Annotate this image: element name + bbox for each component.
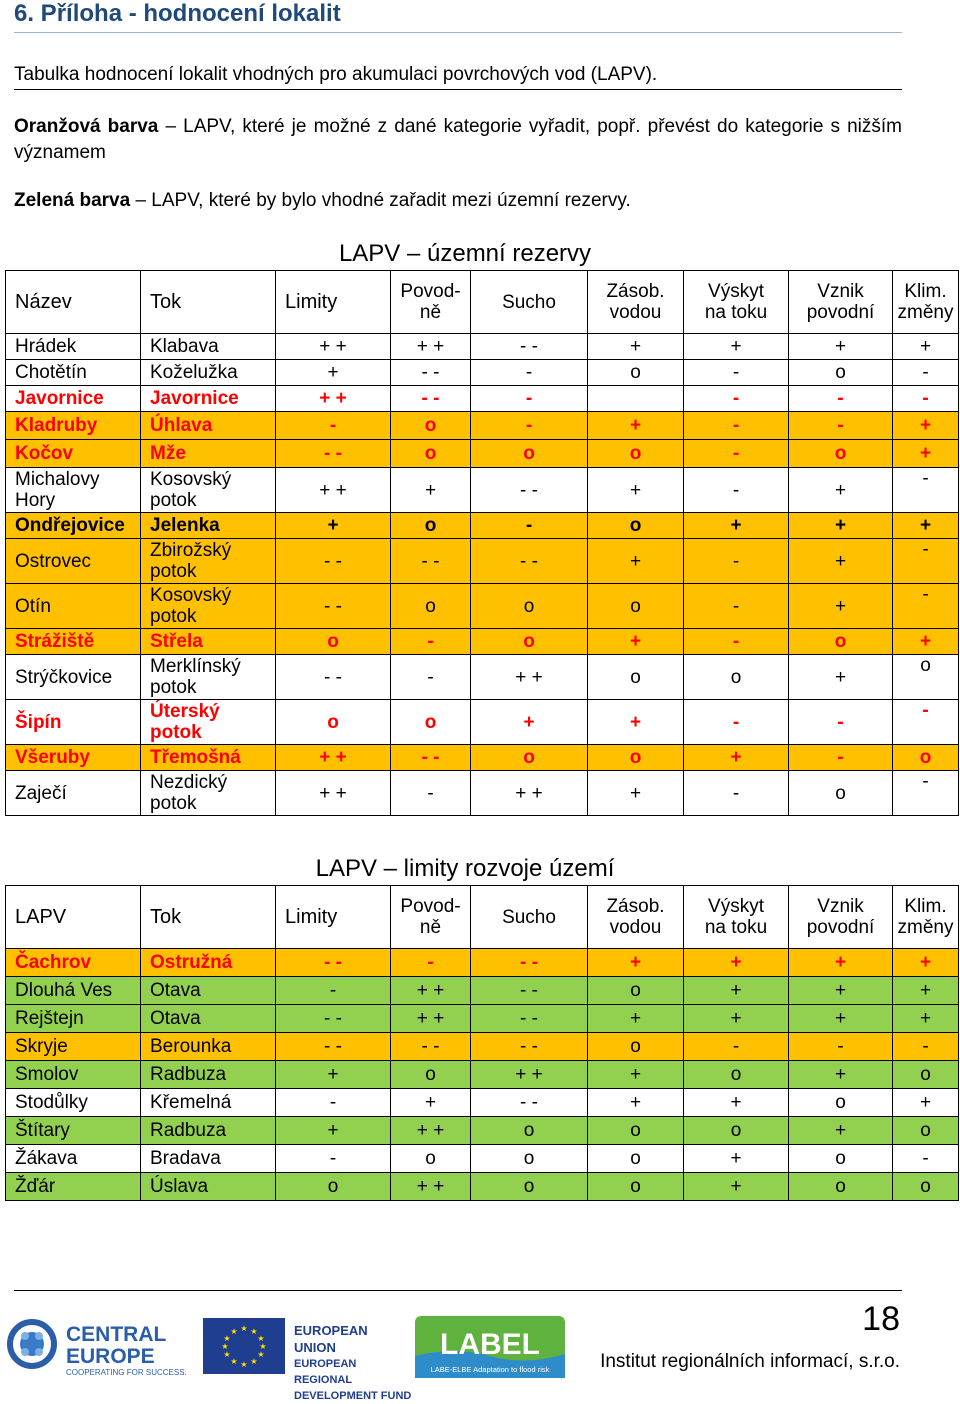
legend-orange-text: – LAPV, které je možné z dané kategorie vyřadit, popř. převést do kategorie s nižším významem bbox=[14, 116, 902, 163]
svg-text:★: ★ bbox=[250, 1357, 258, 1366]
table-row-zakava bbox=[6, 1145, 959, 1173]
table-row-kladruby bbox=[6, 412, 959, 440]
cell-povodne: o bbox=[391, 412, 471, 440]
cell-zasob-vodou: + bbox=[588, 334, 684, 360]
cell-name: Smolov bbox=[6, 1061, 141, 1089]
table-row-stryckovice bbox=[6, 655, 959, 700]
cell-vznik-povodni: + bbox=[789, 655, 893, 700]
cell-zasob-vodou: + bbox=[588, 700, 684, 745]
cell-sucho: - bbox=[471, 386, 588, 412]
cell-vznik-povodni: - bbox=[789, 386, 893, 412]
legend-orange-label: Oranžová barva bbox=[14, 116, 159, 137]
cell-povodne: + + bbox=[391, 334, 471, 360]
cell-limity: - - bbox=[276, 1033, 391, 1061]
svg-text:★: ★ bbox=[240, 1324, 248, 1333]
cell-povodne: - - bbox=[391, 745, 471, 771]
cell-zasob-vodou bbox=[588, 386, 684, 412]
cell-vznik-povodni: + bbox=[789, 949, 893, 977]
label-logo-icon bbox=[415, 1316, 565, 1378]
table-row-zdar bbox=[6, 1173, 959, 1201]
cell-limity: + + bbox=[276, 386, 391, 412]
cell-vznik-povodni: - bbox=[789, 700, 893, 745]
cell-vznik-povodni: + bbox=[789, 977, 893, 1005]
cell-limity: + + bbox=[276, 334, 391, 360]
cell-sucho: o bbox=[471, 1173, 588, 1201]
cell-klim-zmeny: + bbox=[893, 334, 959, 360]
cell-klim-zmeny: - bbox=[893, 539, 959, 584]
cell-zasob-vodou: o bbox=[588, 584, 684, 629]
cell-limity: - bbox=[276, 1089, 391, 1117]
cell-name: Čachrov bbox=[6, 949, 141, 977]
cell-povodne: + + bbox=[391, 977, 471, 1005]
cell-vznik-povodni: + bbox=[789, 513, 893, 539]
cell-zasob-vodou: o bbox=[588, 745, 684, 771]
cell-tok: Berounka bbox=[141, 1033, 276, 1061]
cell-vznik-povodni: o bbox=[789, 360, 893, 386]
cell-vyskyt-na-toku: - bbox=[684, 386, 789, 412]
cell-povodne: - - bbox=[391, 1033, 471, 1061]
cell-zasob-vodou: o bbox=[588, 1173, 684, 1201]
cell-klim-zmeny: o bbox=[893, 1061, 959, 1089]
header-vznik-povodni: Vznik povodní bbox=[789, 271, 893, 334]
eu-text-line3: DEVELOPMENT FUND bbox=[294, 1390, 412, 1402]
legend-green-text: – LAPV, které by bylo vhodné zařadit mezi územní rezervy. bbox=[130, 190, 631, 211]
cell-vyskyt-na-toku: - bbox=[684, 539, 789, 584]
table-row-sipin bbox=[6, 700, 959, 745]
cell-klim-zmeny: + bbox=[893, 977, 959, 1005]
eu-flag-logo bbox=[203, 1318, 285, 1374]
cell-limity: + + bbox=[276, 468, 391, 513]
table-row-chotetin bbox=[6, 360, 959, 386]
cell-sucho: o bbox=[471, 745, 588, 771]
cell-povodne: + bbox=[391, 468, 471, 513]
cell-klim-zmeny: - bbox=[893, 1033, 959, 1061]
cell-sucho: - - bbox=[471, 1033, 588, 1061]
cell-limity: - bbox=[276, 977, 391, 1005]
cell-klim-zmeny: - bbox=[893, 1145, 959, 1173]
header-limity: Limity bbox=[276, 886, 391, 949]
cell-vyskyt-na-toku: + bbox=[684, 1145, 789, 1173]
cell-sucho: o bbox=[471, 584, 588, 629]
cell-povodne: o bbox=[391, 700, 471, 745]
cell-klim-zmeny: - bbox=[893, 386, 959, 412]
cell-limity: - - bbox=[276, 949, 391, 977]
cell-sucho: o bbox=[471, 629, 588, 655]
cell-name: Šipín bbox=[6, 700, 141, 745]
header-klim-zmeny: Klim. změny bbox=[893, 886, 959, 949]
table-row-ostrovec bbox=[6, 539, 959, 584]
header-vyskyt-na-toku: Výskyt na toku bbox=[684, 886, 789, 949]
cell-name: Kladruby bbox=[6, 412, 141, 440]
cell-name: Skryje bbox=[6, 1033, 141, 1061]
cell-limity: + bbox=[276, 1061, 391, 1089]
cell-sucho: + bbox=[471, 700, 588, 745]
cell-vznik-povodni: + bbox=[789, 1005, 893, 1033]
header-vyskyt-na-toku: Výskyt na toku bbox=[684, 271, 789, 334]
logo-cooperating-text: COOPERATING FOR SUCCESS. bbox=[66, 1368, 187, 1377]
cell-vznik-povodni: + bbox=[789, 539, 893, 584]
cell-klim-zmeny: + bbox=[893, 629, 959, 655]
cell-zasob-vodou: + bbox=[588, 1061, 684, 1089]
cell-limity: + bbox=[276, 360, 391, 386]
cell-povodne: - - bbox=[391, 386, 471, 412]
svg-text:★: ★ bbox=[257, 1350, 265, 1359]
table-uzemni-rezervy bbox=[5, 270, 959, 816]
svg-text:★: ★ bbox=[221, 1342, 229, 1351]
cell-sucho: + + bbox=[471, 771, 588, 816]
cell-tok: Radbuza bbox=[141, 1117, 276, 1145]
cell-tok: Křemelná bbox=[141, 1089, 276, 1117]
cell-vyskyt-na-toku: + bbox=[684, 334, 789, 360]
cell-limity: + bbox=[276, 1117, 391, 1145]
cell-klim-zmeny: - bbox=[893, 468, 959, 513]
cell-sucho: - bbox=[471, 412, 588, 440]
intro-divider bbox=[14, 89, 902, 90]
cell-vznik-povodni: + bbox=[789, 468, 893, 513]
cell-klim-zmeny: - bbox=[893, 360, 959, 386]
cell-name: Všeruby bbox=[6, 745, 141, 771]
cell-tok: Merklínský potok bbox=[141, 655, 276, 700]
cell-klim-zmeny: + bbox=[893, 949, 959, 977]
cell-klim-zmeny: - bbox=[893, 771, 959, 816]
eu-text-line1: EUROPEAN UNION bbox=[294, 1323, 368, 1355]
cell-limity: - - bbox=[276, 1005, 391, 1033]
cell-name: Strážiště bbox=[6, 629, 141, 655]
cell-klim-zmeny: + bbox=[893, 1005, 959, 1033]
cell-povodne: - - bbox=[391, 539, 471, 584]
table-row-hradek bbox=[6, 334, 959, 360]
cell-vyskyt-na-toku: - bbox=[684, 771, 789, 816]
cell-vznik-povodni: - bbox=[789, 745, 893, 771]
cell-vyskyt-na-toku: + bbox=[684, 513, 789, 539]
cell-limity: + + bbox=[276, 745, 391, 771]
cell-name: Javornice bbox=[6, 386, 141, 412]
cell-vyskyt-na-toku: o bbox=[684, 1061, 789, 1089]
cell-vyskyt-na-toku: + bbox=[684, 1173, 789, 1201]
page-heading: 6. Příloha - hodnocení lokalit bbox=[14, 0, 341, 27]
header-sucho: Sucho bbox=[471, 886, 588, 949]
cell-name: Strýčkovice bbox=[6, 655, 141, 700]
cell-vznik-povodni: + bbox=[789, 584, 893, 629]
cell-sucho: - - bbox=[471, 468, 588, 513]
cell-zasob-vodou: o bbox=[588, 1033, 684, 1061]
svg-text:★: ★ bbox=[223, 1334, 231, 1343]
cell-name: Otín bbox=[6, 584, 141, 629]
central-europe-logo bbox=[4, 1316, 190, 1378]
cell-klim-zmeny: + bbox=[893, 513, 959, 539]
svg-text:★: ★ bbox=[230, 1357, 238, 1366]
cell-tok: Koželužka bbox=[141, 360, 276, 386]
cell-name: Kočov bbox=[6, 440, 141, 468]
cell-tok: Úhlava bbox=[141, 412, 276, 440]
cell-sucho: + + bbox=[471, 1061, 588, 1089]
table-row-straziste bbox=[6, 629, 959, 655]
cell-name: Chotětín bbox=[6, 360, 141, 386]
header-limity: Limity bbox=[276, 271, 391, 334]
cell-tok: Otava bbox=[141, 1005, 276, 1033]
header-vznik-povodni: Vznik povodní bbox=[789, 886, 893, 949]
eu-text-line2: EUROPEAN REGIONAL bbox=[294, 1358, 357, 1386]
cell-tok: Javornice bbox=[141, 386, 276, 412]
intro-text: Tabulka hodnocení lokalit vhodných pro akumulaci povrchových vod (LAPV). bbox=[14, 64, 658, 85]
cell-klim-zmeny: - bbox=[893, 700, 959, 745]
cell-vyskyt-na-toku: - bbox=[684, 700, 789, 745]
cell-klim-zmeny: o bbox=[893, 1117, 959, 1145]
cell-zasob-vodou: o bbox=[588, 360, 684, 386]
logo-label-subtext: LABE-ELBE Adaptation to flood risk bbox=[430, 1365, 550, 1374]
cell-name: Zaječí bbox=[6, 771, 141, 816]
cell-klim-zmeny: + bbox=[893, 412, 959, 440]
cell-zasob-vodou: o bbox=[588, 513, 684, 539]
cell-tok: Úterský potok bbox=[141, 700, 276, 745]
eu-flag-icon bbox=[203, 1318, 285, 1374]
cell-limity: o bbox=[276, 629, 391, 655]
cell-klim-zmeny: - bbox=[893, 584, 959, 629]
cell-povodne: o bbox=[391, 513, 471, 539]
cell-klim-zmeny: + bbox=[893, 1089, 959, 1117]
cell-tok: Klabava bbox=[141, 334, 276, 360]
erdf-text-logo bbox=[294, 1322, 412, 1402]
cell-zasob-vodou: + bbox=[588, 412, 684, 440]
heading-divider bbox=[14, 32, 902, 33]
logo-central-text: CENTRAL bbox=[66, 1323, 167, 1346]
cell-sucho: o bbox=[471, 1145, 588, 1173]
cell-zasob-vodou: + bbox=[588, 1005, 684, 1033]
table-limity-rozvoje bbox=[5, 885, 959, 1201]
cell-tok: Třemošná bbox=[141, 745, 276, 771]
cell-zasob-vodou: + bbox=[588, 771, 684, 816]
table-row-rejstejn bbox=[6, 1005, 959, 1033]
cell-povodne: - bbox=[391, 771, 471, 816]
cell-vyskyt-na-toku: + bbox=[684, 745, 789, 771]
cell-klim-zmeny: o bbox=[893, 655, 959, 700]
cell-povodne: o bbox=[391, 1061, 471, 1089]
cell-limity: + bbox=[276, 513, 391, 539]
table-row-dlouha-ves bbox=[6, 977, 959, 1005]
cell-vznik-povodni: + bbox=[789, 334, 893, 360]
svg-text:★: ★ bbox=[223, 1350, 231, 1359]
cell-zasob-vodou: + bbox=[588, 539, 684, 584]
cell-limity: o bbox=[276, 1173, 391, 1201]
cell-zasob-vodou: + bbox=[588, 1089, 684, 1117]
table1-title: LAPV – územní rezervy bbox=[338, 240, 592, 267]
header-povodne: Povod- ně bbox=[391, 886, 471, 949]
cell-povodne: - bbox=[391, 949, 471, 977]
cell-name: Stodůlky bbox=[6, 1089, 141, 1117]
svg-text:★: ★ bbox=[259, 1342, 267, 1351]
cell-name: Ostrovec bbox=[6, 539, 141, 584]
cell-povodne: + + bbox=[391, 1173, 471, 1201]
svg-text:★: ★ bbox=[230, 1327, 238, 1336]
cell-name: Michalovy Hory bbox=[6, 468, 141, 513]
institute-name: Institut regionálních informací, s.r.o. bbox=[600, 1351, 900, 1372]
cell-povodne: + + bbox=[391, 1005, 471, 1033]
cell-tok: Radbuza bbox=[141, 1061, 276, 1089]
header-nazev: LAPV bbox=[6, 886, 141, 949]
cell-vznik-povodni: o bbox=[789, 771, 893, 816]
header-tok: Tok bbox=[141, 886, 276, 949]
cell-tok: Zbirožský potok bbox=[141, 539, 276, 584]
header-tok: Tok bbox=[141, 271, 276, 334]
cell-name: Ondřejovice bbox=[6, 513, 141, 539]
footer-divider bbox=[14, 1290, 902, 1291]
cell-sucho: o bbox=[471, 1117, 588, 1145]
cell-povodne: - bbox=[391, 655, 471, 700]
cell-vyskyt-na-toku: - bbox=[684, 440, 789, 468]
cell-vyskyt-na-toku: o bbox=[684, 655, 789, 700]
cell-vyskyt-na-toku: - bbox=[684, 360, 789, 386]
cell-vznik-povodni: o bbox=[789, 1145, 893, 1173]
logo-europe-text: EUROPE bbox=[66, 1345, 155, 1368]
cell-vyskyt-na-toku: - bbox=[684, 412, 789, 440]
cell-povodne: + bbox=[391, 1089, 471, 1117]
header-nazev: Název bbox=[6, 271, 141, 334]
cell-zasob-vodou: o bbox=[588, 1117, 684, 1145]
cell-sucho: - - bbox=[471, 334, 588, 360]
cell-name: Dlouhá Ves bbox=[6, 977, 141, 1005]
cell-tok: Kosovský potok bbox=[141, 468, 276, 513]
header-zasob-vodou: Zásob. vodou bbox=[588, 271, 684, 334]
label-logo bbox=[415, 1316, 565, 1378]
cell-name: Štítary bbox=[6, 1117, 141, 1145]
cell-sucho: - - bbox=[471, 539, 588, 584]
cell-name: Žďár bbox=[6, 1173, 141, 1201]
cell-zasob-vodou: o bbox=[588, 1145, 684, 1173]
cell-vznik-povodni: o bbox=[789, 1089, 893, 1117]
cell-vyskyt-na-toku: - bbox=[684, 1033, 789, 1061]
table-row-otin bbox=[6, 584, 959, 629]
cell-limity: + + bbox=[276, 771, 391, 816]
cell-vznik-povodni: + bbox=[789, 1061, 893, 1089]
cell-klim-zmeny: o bbox=[893, 1173, 959, 1201]
table-row-javornice bbox=[6, 386, 959, 412]
cell-limity: - - bbox=[276, 539, 391, 584]
table-row-cachrov bbox=[6, 949, 959, 977]
header-klim-zmeny: Klim. změny bbox=[893, 271, 959, 334]
cell-povodne: o bbox=[391, 584, 471, 629]
cell-tok: Nezdický potok bbox=[141, 771, 276, 816]
cell-zasob-vodou: o bbox=[588, 977, 684, 1005]
cell-sucho: - bbox=[471, 513, 588, 539]
table-row-stodulky bbox=[6, 1089, 959, 1117]
cell-vyskyt-na-toku: - bbox=[684, 584, 789, 629]
svg-text:★: ★ bbox=[240, 1360, 248, 1369]
svg-text:★: ★ bbox=[257, 1334, 265, 1343]
cell-povodne: - bbox=[391, 629, 471, 655]
table-row-vseruby bbox=[6, 745, 959, 771]
legend-orange bbox=[14, 114, 902, 166]
cell-sucho: + + bbox=[471, 655, 588, 700]
cell-tok: Bradava bbox=[141, 1145, 276, 1173]
cell-name: Rejštejn bbox=[6, 1005, 141, 1033]
cell-zasob-vodou: o bbox=[588, 655, 684, 700]
legend-green-label: Zelená barva bbox=[14, 190, 131, 211]
cell-klim-zmeny: o bbox=[893, 745, 959, 771]
cell-sucho: - - bbox=[471, 1089, 588, 1117]
cell-sucho: - - bbox=[471, 1005, 588, 1033]
cell-zasob-vodou: + bbox=[588, 949, 684, 977]
cell-tok: Kosovský potok bbox=[141, 584, 276, 629]
cell-tok: Střela bbox=[141, 629, 276, 655]
cell-vyskyt-na-toku: - bbox=[684, 468, 789, 513]
cell-povodne: o bbox=[391, 1145, 471, 1173]
cell-povodne: o bbox=[391, 440, 471, 468]
cell-povodne: + + bbox=[391, 1117, 471, 1145]
table-row-zajeci bbox=[6, 771, 959, 816]
cell-klim-zmeny: + bbox=[893, 440, 959, 468]
cell-limity: - bbox=[276, 1145, 391, 1173]
header-povodne: Povod- ně bbox=[391, 271, 471, 334]
table-row-skryje bbox=[6, 1033, 959, 1061]
cell-vznik-povodni: - bbox=[789, 1033, 893, 1061]
cell-sucho: - bbox=[471, 360, 588, 386]
cell-vznik-povodni: o bbox=[789, 629, 893, 655]
cell-sucho: - - bbox=[471, 949, 588, 977]
cell-vyskyt-na-toku: + bbox=[684, 977, 789, 1005]
cell-vyskyt-na-toku: + bbox=[684, 1005, 789, 1033]
cell-tok: Jelenka bbox=[141, 513, 276, 539]
cell-tok: Otava bbox=[141, 977, 276, 1005]
legend-green bbox=[14, 190, 902, 212]
cell-vznik-povodni: - bbox=[789, 412, 893, 440]
cell-tok: Úslava bbox=[141, 1173, 276, 1201]
cell-vznik-povodni: o bbox=[789, 440, 893, 468]
cell-limity: - - bbox=[276, 655, 391, 700]
cell-name: Hrádek bbox=[6, 334, 141, 360]
cell-tok: Ostružná bbox=[141, 949, 276, 977]
logo-label-text: LABEL bbox=[440, 1328, 540, 1361]
table-row-stitary bbox=[6, 1117, 959, 1145]
cell-sucho: o bbox=[471, 440, 588, 468]
cell-vyskyt-na-toku: + bbox=[684, 1089, 789, 1117]
cell-vyskyt-na-toku: o bbox=[684, 1117, 789, 1145]
table-row-kocov bbox=[6, 440, 959, 468]
central-europe-emblem-icon bbox=[4, 1316, 190, 1378]
cell-vznik-povodni: o bbox=[789, 1173, 893, 1201]
cell-vyskyt-na-toku: - bbox=[684, 629, 789, 655]
cell-sucho: - - bbox=[471, 977, 588, 1005]
header-sucho: Sucho bbox=[471, 271, 588, 334]
cell-vznik-povodni: + bbox=[789, 1117, 893, 1145]
page-number: 18 bbox=[862, 1300, 900, 1338]
table2-title: LAPV – limity rozvoje území bbox=[315, 855, 615, 882]
header-row bbox=[6, 271, 959, 334]
table-row-ondrejovice bbox=[6, 513, 959, 539]
svg-text:★: ★ bbox=[250, 1327, 258, 1336]
cell-limity: - - bbox=[276, 584, 391, 629]
cell-zasob-vodou: o bbox=[588, 440, 684, 468]
cell-limity: - bbox=[276, 412, 391, 440]
cell-zasob-vodou: + bbox=[588, 629, 684, 655]
cell-name: Žákava bbox=[6, 1145, 141, 1173]
cell-povodne: - - bbox=[391, 360, 471, 386]
cell-tok: Mže bbox=[141, 440, 276, 468]
cell-limity: o bbox=[276, 700, 391, 745]
table-row-michalovy-hory bbox=[6, 468, 959, 513]
cell-limity: - - bbox=[276, 440, 391, 468]
table-row-smolov bbox=[6, 1061, 959, 1089]
cell-zasob-vodou: + bbox=[588, 468, 684, 513]
header-row bbox=[6, 886, 959, 949]
cell-vyskyt-na-toku: + bbox=[684, 949, 789, 977]
header-zasob-vodou: Zásob. vodou bbox=[588, 886, 684, 949]
